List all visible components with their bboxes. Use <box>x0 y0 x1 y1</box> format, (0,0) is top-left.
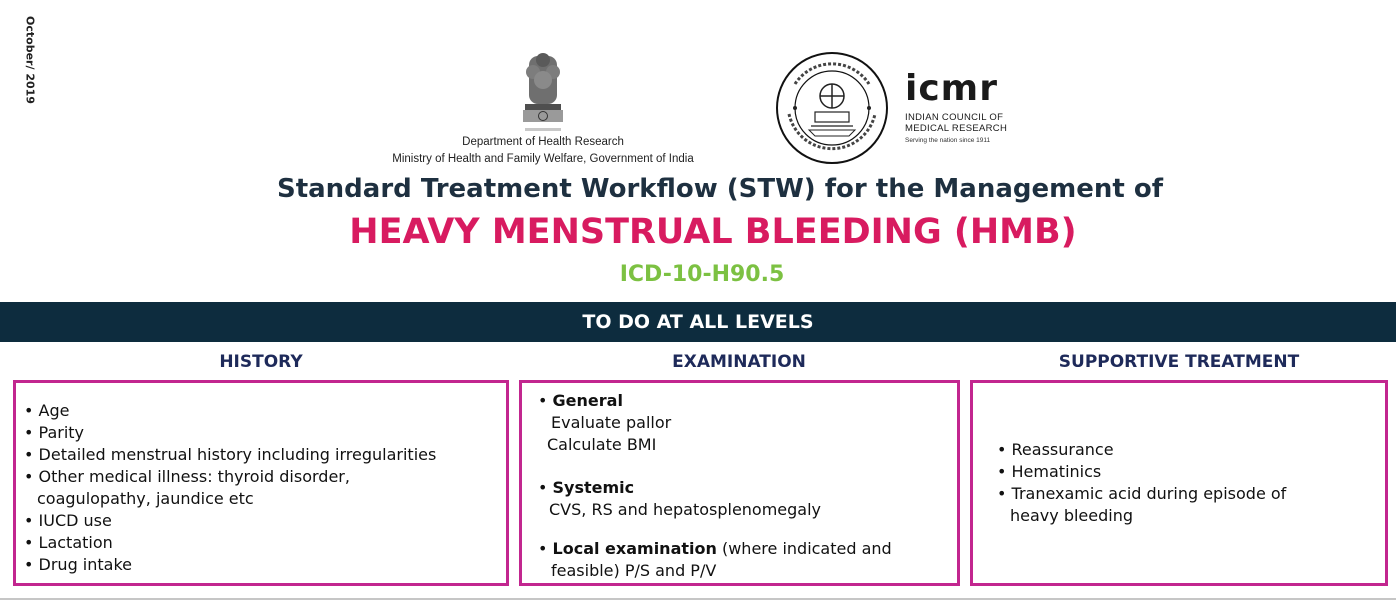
national-emblem-icon <box>515 50 571 135</box>
list-item: • Other medical illness: thyroid disorder, <box>24 467 350 486</box>
bullet: • <box>538 539 553 558</box>
ministry-name: Ministry of Health and Family Welfare, Government of India <box>392 153 694 165</box>
department-block <box>370 134 716 168</box>
date-label: October/ 2019 <box>23 16 37 104</box>
systemic-item <box>538 477 634 499</box>
list-item: • Reassurance <box>997 440 1114 459</box>
local-exam-item <box>538 538 892 560</box>
general-item <box>538 390 623 412</box>
icmr-line-1: INDIAN COUNCIL OF <box>905 112 1004 123</box>
bullet: • <box>538 391 553 410</box>
list-item: • Lactation <box>24 533 113 552</box>
list-item: • Tranexamic acid during episode of <box>997 484 1287 503</box>
supportive-heading: SUPPORTIVE TREATMENT <box>1058 352 1300 372</box>
page-title: Standard Treatment Workflow (STW) for the Management of <box>276 174 1164 204</box>
list-item: • IUCD use <box>24 511 112 530</box>
bottom-divider <box>0 598 1396 600</box>
bullet: • <box>538 478 553 497</box>
list-item: CVS, RS and hepatosplenomegaly <box>549 500 822 519</box>
list-item: heavy bleeding <box>1010 506 1133 525</box>
history-heading: HISTORY <box>219 352 303 372</box>
list-item: • Hematinics <box>997 462 1102 481</box>
icd-code: ICD-10-H90.5 <box>619 262 785 287</box>
list-item: Evaluate pallor <box>551 413 672 432</box>
local-exam-text: (where indicated and <box>716 539 892 558</box>
examination-heading: EXAMINATION <box>672 352 806 372</box>
condition-title: HEAVY MENSTRUAL BLEEDING (HMB) <box>349 212 1077 252</box>
examination-box <box>519 380 960 586</box>
local-exam-label: Local examination <box>552 539 717 558</box>
icmr-line-2: MEDICAL RESEARCH <box>905 123 1008 134</box>
list-item: • Age <box>24 401 70 420</box>
history-box <box>13 380 509 586</box>
icmr-tagline: Serving the nation since 1911 <box>905 137 991 144</box>
list-item: feasible) P/S and P/V <box>551 561 717 580</box>
icmr-seal-icon <box>775 50 889 166</box>
list-item: • Parity <box>24 423 85 442</box>
all-levels-band: TO DO AT ALL LEVELS <box>0 302 1396 342</box>
list-item: • Detailed menstrual history including irregularities <box>24 445 437 464</box>
supportive-box <box>970 380 1388 586</box>
list-item: Calculate BMI <box>547 435 657 454</box>
systemic-label: Systemic <box>552 478 635 497</box>
list-item: coagulopathy, jaundice etc <box>37 489 254 508</box>
general-label: General <box>552 391 623 410</box>
department-name: Department of Health Research <box>462 136 624 148</box>
icmr-logo-word: icmr <box>905 68 998 109</box>
icmr-logo <box>905 70 1025 160</box>
icmr-fullname <box>905 112 1025 134</box>
list-item: • Drug intake <box>24 555 133 574</box>
